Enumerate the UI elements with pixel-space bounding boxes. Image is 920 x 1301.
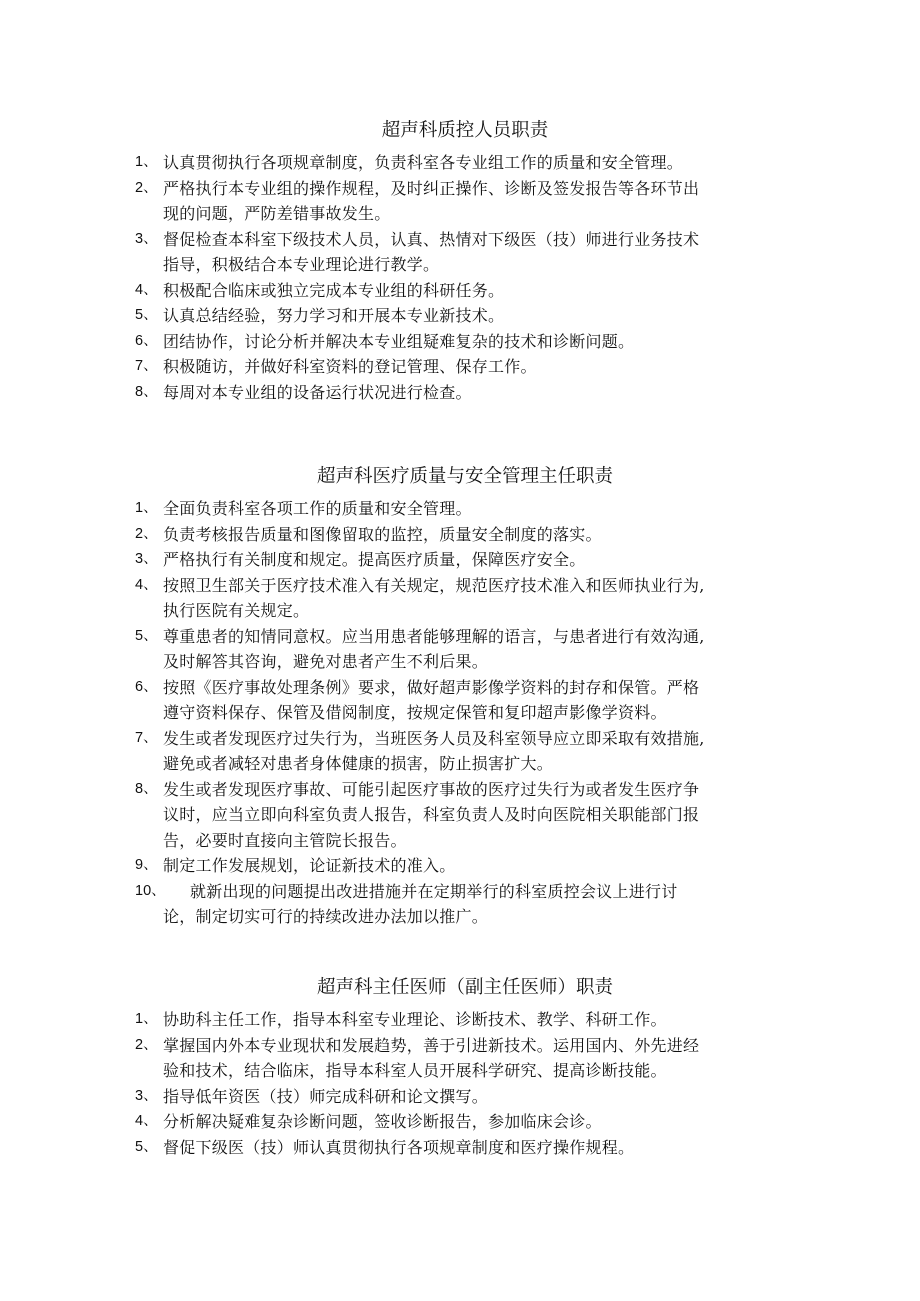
list-item xyxy=(135,278,795,304)
item-text: 发生或者发现医疗事故、可能引起医疗事故的医疗过失行为或者发生医疗争 议时，应当立即向科室负责人报告，科室负责人及时向医院相关职能部门报 告，必要时直接向主管院长报告。 xyxy=(163,779,700,850)
list-item xyxy=(135,380,795,406)
item-text: 认真贯彻执行各项规章制度，负责科室各专业组工作的质量和安全管理。 xyxy=(163,153,684,172)
list-item xyxy=(135,522,795,548)
section-quality-control-staff xyxy=(135,116,795,405)
list-item xyxy=(135,329,795,355)
item-number: 1、 xyxy=(135,154,158,170)
item-number: 5、 xyxy=(135,627,158,644)
list-item xyxy=(135,176,795,227)
list-item xyxy=(135,547,795,573)
item-text: 积极随访，并做好科室资料的登记管理、保存工作。 xyxy=(163,357,537,376)
item-number: 1、 xyxy=(135,500,158,516)
item-text: 认真总结经验，努力学习和开展本专业新技术。 xyxy=(163,306,505,325)
item-number: 8、 xyxy=(135,383,158,400)
section-quality-safety-director xyxy=(135,462,795,930)
list-item xyxy=(135,1135,795,1161)
item-text: 负责考核报告质量和图像留取的监控，质量安全制度的落实。 xyxy=(163,524,602,544)
item-number: 4、 xyxy=(135,1113,158,1129)
item-number: 7、 xyxy=(135,729,158,746)
item-number: 3、 xyxy=(135,230,158,247)
section-title: 超声科主任医师（副主任医师）职责 xyxy=(316,977,613,998)
item-text: 分析解决疑难复杂诊断问题，签收诊断报告，参加临床会诊。 xyxy=(163,1112,602,1131)
item-text: 按照《医疗事故处理条例》要求，做好超声影像学资料的封存和保管。严格 遵守资料保存、保管及借阅制度，按规定保管和复印超声影像学资料。 xyxy=(163,677,700,722)
section-title: 超声科质控人员职责 xyxy=(381,120,549,141)
list-item xyxy=(135,354,795,380)
item-number: 10、 xyxy=(135,882,166,899)
item-number: 4、 xyxy=(135,281,158,298)
item-text: 就新出现的问题提出改进措施并在定期举行的科室质控会议上进行讨 xyxy=(190,881,678,901)
item-text: 严格执行有关制度和规定。提高医疗质量，保障医疗安全。 xyxy=(163,550,586,569)
item-number: 8、 xyxy=(135,780,158,797)
item-number: 5、 xyxy=(135,307,158,323)
list-item xyxy=(135,879,795,905)
item-text: 协助科主任工作，指导本科室专业理论、诊断技术、教学、科研工作。 xyxy=(163,1010,667,1029)
item-number: 2、 xyxy=(135,1036,158,1053)
item-text: 积极配合临床或独立完成本专业组的科研任务。 xyxy=(163,280,505,300)
section-chief-physician xyxy=(135,973,795,1160)
item-number: 5、 xyxy=(135,1138,158,1155)
list-item xyxy=(135,777,795,854)
item-text-continuation: 论，制定切实可行的持续改进办法加以推广。 xyxy=(163,907,489,926)
item-text: 严格执行本专业组的操作规程，及时纠正操作、诊断及签发报告等各环节出 现的问题，严防差错事故发生。 xyxy=(163,178,700,223)
item-number: 1、 xyxy=(135,1011,158,1027)
item-number: 4、 xyxy=(135,576,158,593)
list-item xyxy=(135,1109,795,1135)
list-item-continuation xyxy=(135,904,795,930)
section-title: 超声科医疗质量与安全管理主任职责 xyxy=(316,466,613,487)
item-number: 9、 xyxy=(135,857,158,873)
item-number: 3、 xyxy=(135,1087,158,1104)
item-text: 掌握国内外本专业现状和发展趋势，善于引进新技术。运用国内、外先进经 验和技术，结合临床，指导本科室人员开展科学研究、提高诊断技能。 xyxy=(163,1035,700,1080)
item-text: 团结协作，讨论分析并解决本专业组疑难复杂的技术和诊断问题。 xyxy=(163,331,635,351)
list-item xyxy=(135,726,795,777)
list-item xyxy=(135,624,795,675)
item-number: 7、 xyxy=(135,358,158,374)
item-text: 按照卫生部关于医疗技术准入有关规定，规范医疗技术准入和医师执业行为, 执行医院有关规定。 xyxy=(163,575,705,620)
list-item xyxy=(135,573,795,624)
list-item xyxy=(135,675,795,726)
item-number: 3、 xyxy=(135,551,158,567)
item-number: 2、 xyxy=(135,179,158,196)
list-item xyxy=(135,150,795,176)
item-text: 制定工作发展规划，论证新技术的准入。 xyxy=(163,856,456,875)
list-item xyxy=(135,496,795,522)
list-item xyxy=(135,227,795,278)
item-text: 全面负责科室各项工作的质量和安全管理。 xyxy=(163,499,472,518)
list-item xyxy=(135,303,795,329)
item-number: 6、 xyxy=(135,678,158,695)
item-text: 督促检查本科室下级技术人员，认真、热情对下级医（技）师进行业务技术 指导，积极结合本专业理论进行教学。 xyxy=(163,229,700,274)
list-item xyxy=(135,1033,795,1084)
list-item xyxy=(135,853,795,879)
item-text: 发生或者发现医疗过失行为，当班医务人员及科室领导应立即采取有效措施, 避免或者减轻对患者身体健康的损害，防止损害扩大。 xyxy=(163,728,705,773)
item-number: 2、 xyxy=(135,525,158,542)
item-number: 6、 xyxy=(135,332,158,349)
item-text: 督促下级医（技）师认真贯彻执行各项规章制度和医疗操作规程。 xyxy=(163,1137,635,1157)
list-item xyxy=(135,1007,795,1033)
list-item xyxy=(135,1084,795,1110)
item-text: 指导低年资医（技）师完成科研和论文撰写。 xyxy=(163,1086,489,1106)
item-text: 每周对本专业组的设备运行状况进行检查。 xyxy=(163,382,472,402)
item-text: 尊重患者的知情同意权。应当用患者能够理解的语言，与患者进行有效沟通, 及时解答其咨询，避免对患者产生不利后果。 xyxy=(163,626,705,671)
